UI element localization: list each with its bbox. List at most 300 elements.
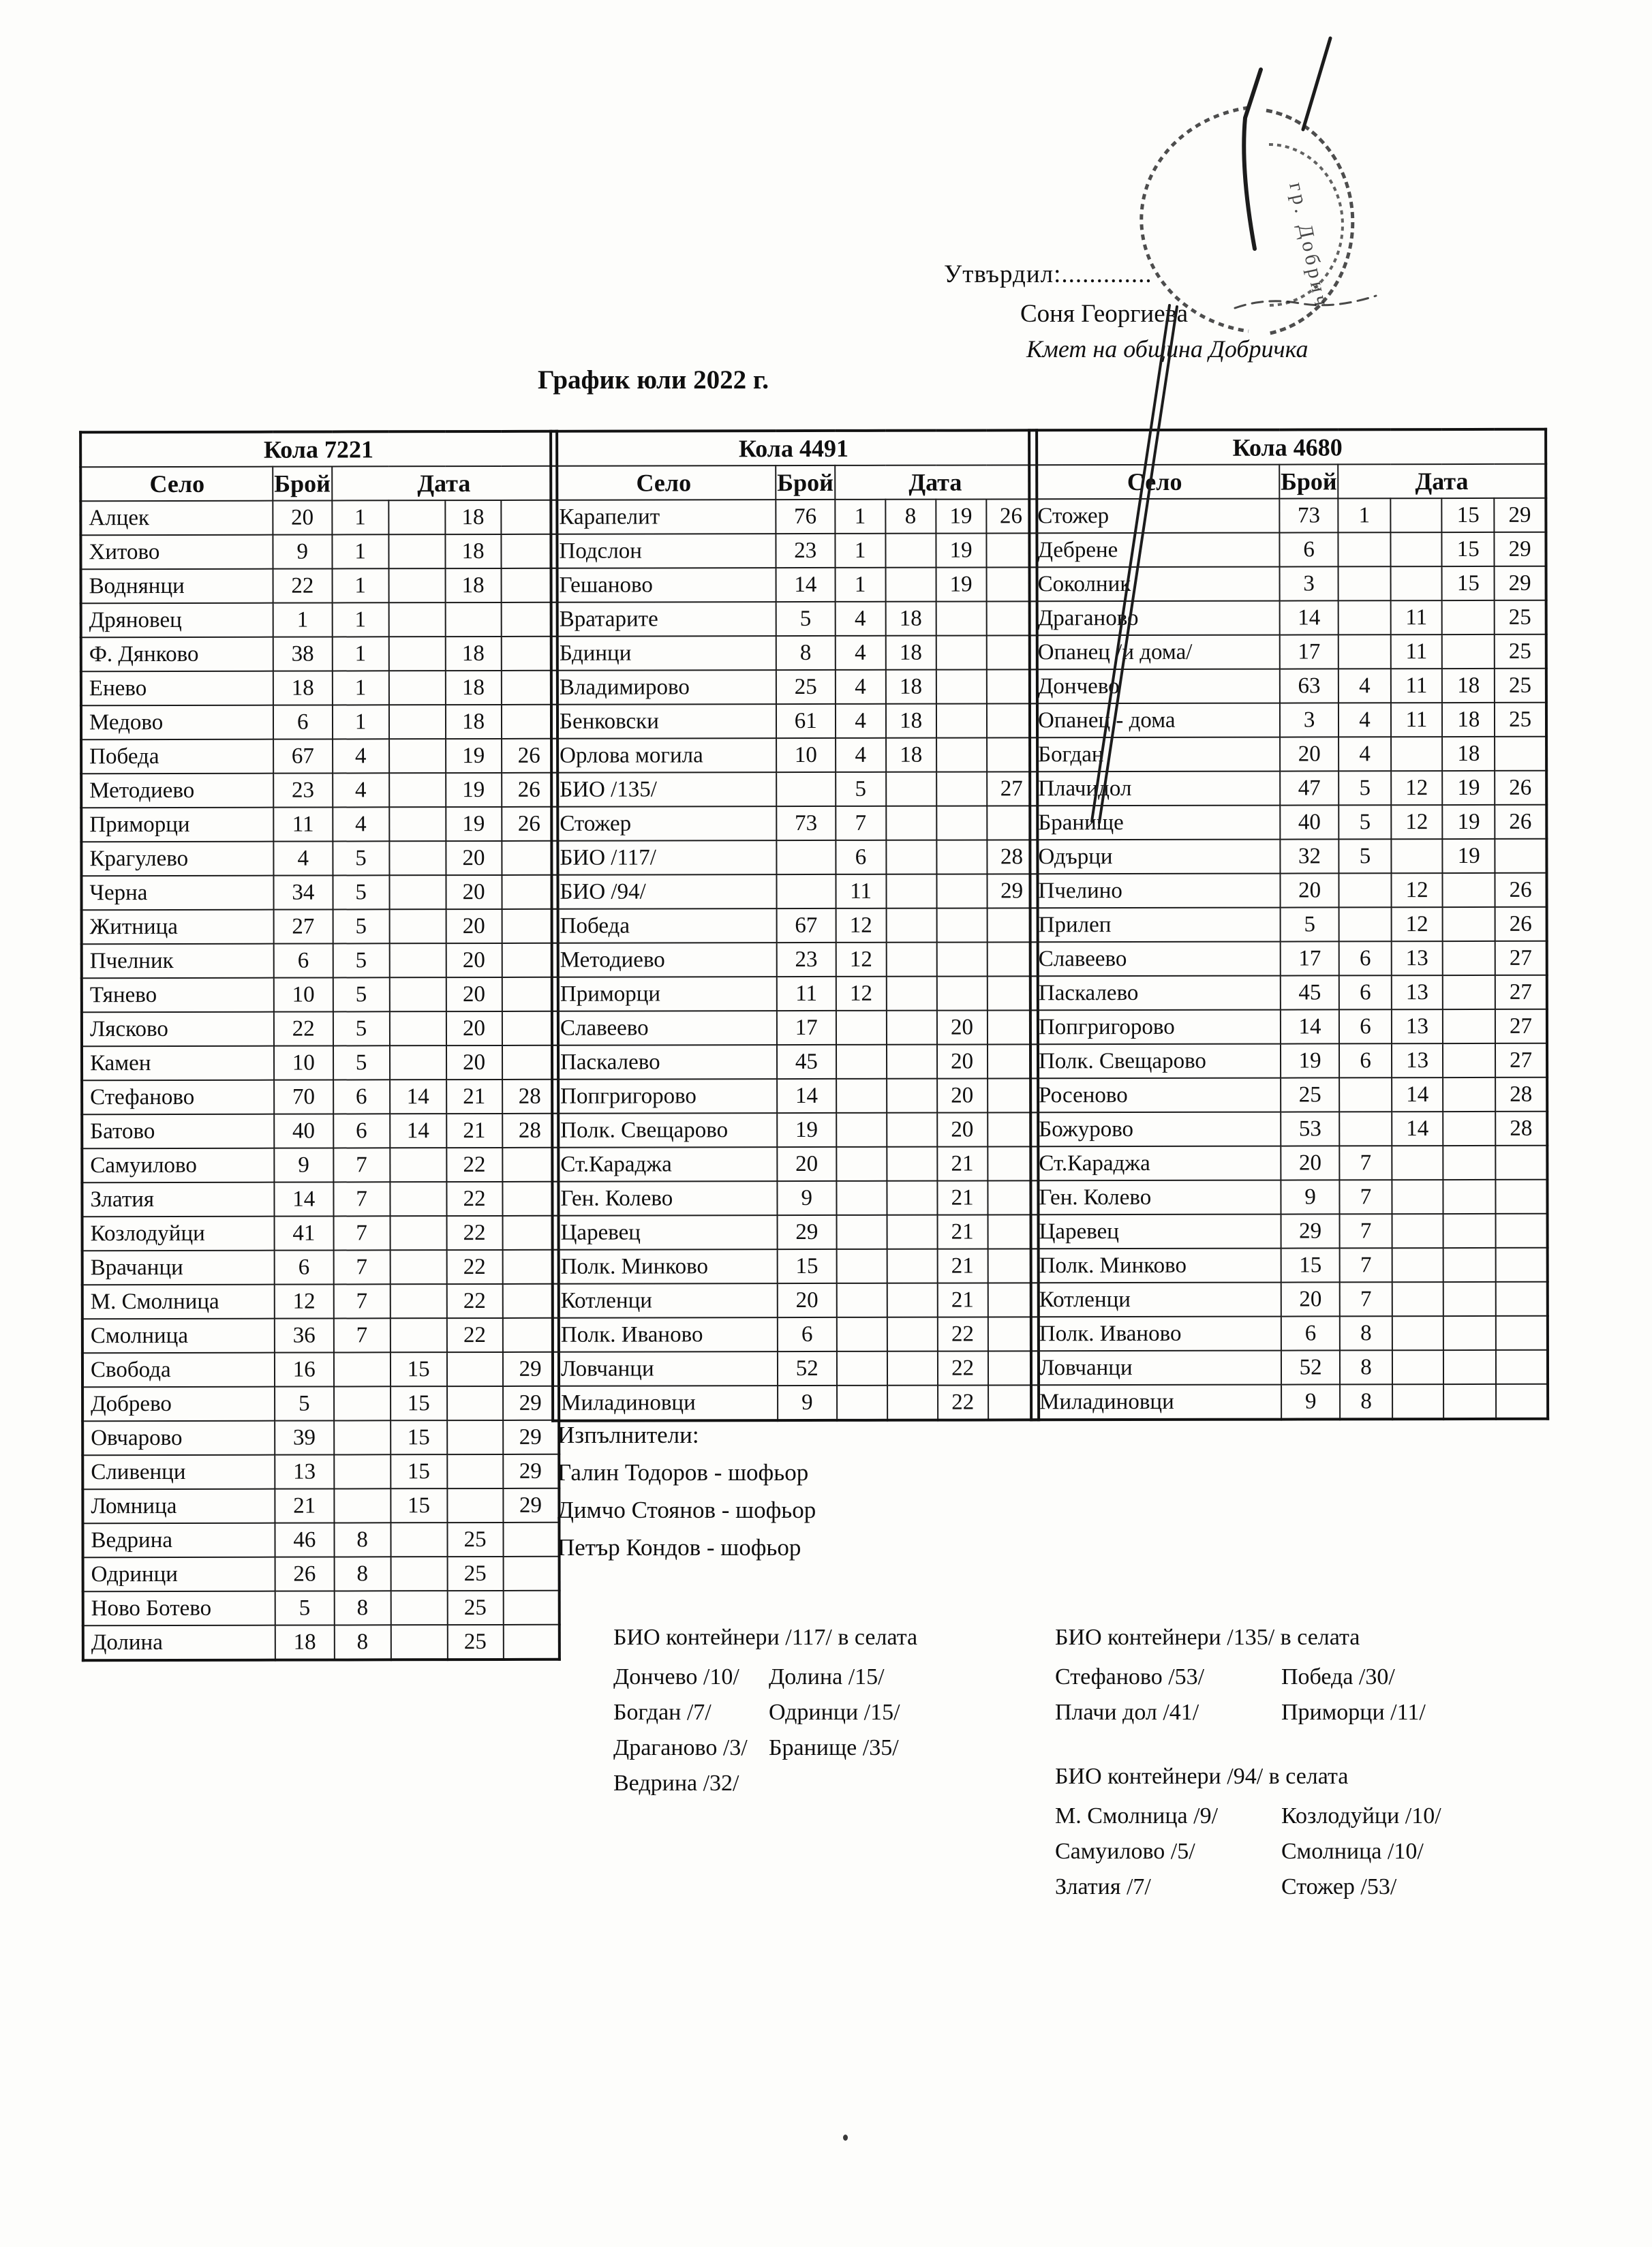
date-cell: 19 — [1443, 805, 1495, 839]
count-cell: 73 — [1279, 498, 1339, 532]
date-cell — [1443, 1146, 1496, 1180]
count-cell: 8 — [776, 636, 836, 670]
date-cell — [936, 942, 987, 976]
table-row — [1030, 907, 1547, 943]
date-cell: 20 — [937, 1078, 988, 1112]
date-cell — [1390, 532, 1442, 566]
table-row — [1031, 1214, 1548, 1249]
table-row — [82, 1488, 559, 1523]
date-cell — [887, 1215, 937, 1249]
date-cell: 4 — [835, 602, 885, 636]
date-cell — [936, 840, 987, 874]
count-cell: 13 — [275, 1454, 334, 1488]
date-cell — [334, 1352, 391, 1386]
date-cell: 20 — [446, 1011, 502, 1045]
table-row — [81, 841, 557, 876]
count-cell: 20 — [1280, 737, 1339, 771]
date-cell: 20 — [446, 841, 502, 875]
village-cell: Свобода — [82, 1353, 275, 1388]
count-cell: 5 — [776, 602, 836, 636]
village-cell: Опанец /и дома/ — [1030, 635, 1280, 670]
table-row — [551, 499, 1037, 534]
date-cell: 29 — [503, 1386, 559, 1420]
date-cell: 1 — [1339, 498, 1390, 532]
village-cell: Паскалево — [552, 1045, 777, 1080]
date-cell: 12 — [1391, 873, 1443, 907]
count-cell: 20 — [273, 500, 332, 534]
date-cell — [887, 1317, 937, 1351]
date-cell: 7 — [333, 1250, 390, 1284]
table-row — [81, 637, 557, 671]
count-cell: 46 — [275, 1523, 334, 1557]
date-cell — [389, 807, 446, 841]
table-row — [82, 1114, 558, 1148]
car-table — [549, 429, 1040, 1422]
bio-note-column — [613, 1664, 769, 1806]
date-cell — [1496, 1214, 1548, 1248]
date-cell: 26 — [502, 807, 557, 841]
date-cell: 7 — [333, 1318, 390, 1352]
count-cell: 40 — [1280, 805, 1339, 839]
date-cell — [501, 534, 557, 568]
village-cell: Стожер — [551, 806, 776, 841]
date-cell — [1496, 1316, 1548, 1350]
count-cell: 17 — [1280, 635, 1339, 669]
date-cell — [502, 1011, 557, 1045]
bio-note-item: Стефаново /53/ — [1055, 1664, 1205, 1690]
approved-label: Утвърдил:............. — [944, 260, 1152, 288]
date-cell: 7 — [836, 806, 886, 840]
date-header: Дата — [835, 465, 1037, 500]
date-cell: 21 — [446, 1080, 502, 1114]
count-cell: 6 — [274, 943, 333, 977]
date-cell: 18 — [445, 568, 501, 602]
date-cell — [502, 909, 557, 943]
bio-note-column — [1055, 1803, 1281, 1910]
date-cell — [936, 703, 987, 737]
village-cell: Самуилово — [82, 1148, 274, 1183]
village-cell: Ф. Дянково — [81, 637, 273, 672]
date-cell — [885, 534, 936, 568]
date-cell — [836, 1215, 887, 1249]
table-row — [82, 909, 558, 944]
village-header: Село — [551, 465, 776, 500]
count-cell: 53 — [1281, 1112, 1340, 1146]
date-cell: 29 — [503, 1488, 559, 1523]
table-row — [82, 977, 558, 1012]
date-cell — [1496, 1180, 1548, 1214]
village-cell: Славеево — [1030, 942, 1281, 977]
count-cell: 16 — [275, 1352, 334, 1386]
bio-note-item: Смолница /10/ — [1281, 1839, 1424, 1864]
bio-note-column — [1055, 1664, 1281, 1735]
date-cell: 25 — [1495, 669, 1546, 703]
table-row — [81, 602, 557, 637]
date-cell — [936, 669, 986, 703]
table-row — [551, 567, 1037, 602]
date-cell: 21 — [937, 1146, 988, 1180]
date-cell — [936, 806, 987, 840]
count-cell: 29 — [778, 1215, 837, 1249]
date-cell — [390, 1182, 446, 1216]
table-row — [1029, 532, 1546, 568]
date-cell — [1392, 1248, 1443, 1282]
date-cell — [1339, 532, 1390, 566]
date-cell: 12 — [836, 908, 886, 943]
count-cell: 73 — [776, 806, 836, 840]
date-cell: 5 — [1339, 771, 1391, 805]
date-cell — [1495, 1146, 1547, 1180]
date-cell — [1392, 1282, 1443, 1316]
date-cell — [502, 1250, 558, 1284]
date-cell — [1390, 498, 1442, 532]
date-cell: 22 — [446, 1148, 502, 1182]
date-cell — [1443, 1043, 1495, 1077]
table-row — [82, 1386, 559, 1421]
date-cell: 14 — [1392, 1112, 1443, 1146]
table-row — [80, 534, 557, 569]
date-cell: 18 — [445, 637, 501, 671]
table-row — [1030, 839, 1546, 874]
village-cell: Пчелино — [1030, 874, 1280, 908]
date-cell: 26 — [502, 773, 557, 807]
date-cell — [886, 772, 936, 806]
date-cell — [1339, 873, 1391, 907]
village-cell: Победа — [552, 908, 777, 943]
date-cell: 18 — [1442, 703, 1495, 737]
village-cell: Долина — [83, 1625, 275, 1661]
count-cell: 67 — [273, 739, 333, 773]
date-cell — [389, 1011, 446, 1045]
date-cell: 26 — [1495, 805, 1546, 839]
village-cell: Добрево — [82, 1387, 275, 1422]
village-cell: Орлова могила — [551, 738, 776, 773]
table-row — [552, 1112, 1038, 1147]
count-cell: 45 — [777, 1045, 836, 1079]
date-cell — [391, 1557, 447, 1591]
date-cell: 13 — [1391, 975, 1443, 1009]
count-cell: 20 — [777, 1147, 836, 1181]
count-cell: 34 — [273, 875, 333, 909]
date-cell: 20 — [446, 875, 502, 909]
date-cell: 13 — [1392, 1043, 1443, 1077]
table-row — [1031, 1350, 1548, 1386]
table-row — [82, 1284, 559, 1319]
date-cell — [388, 568, 445, 602]
date-cell — [836, 1113, 887, 1147]
village-cell: Стожер — [1029, 499, 1279, 534]
count-cell: 6 — [273, 705, 333, 739]
table-row — [82, 1216, 559, 1251]
date-cell: 19 — [446, 773, 502, 807]
executors-list — [557, 1459, 816, 1572]
village-cell: Миладиновци — [553, 1386, 778, 1421]
bio-note-heading: БИО контейнери /135/ в селата — [1055, 1625, 1360, 1650]
village-cell: Гешаново — [551, 568, 776, 602]
date-cell — [334, 1420, 391, 1454]
date-cell: 5 — [1339, 805, 1391, 839]
village-cell: Ген. Колево — [552, 1181, 777, 1216]
date-cell — [836, 1249, 887, 1283]
date-cell: 29 — [1494, 498, 1546, 532]
bio-note-item: Приморци /11/ — [1281, 1700, 1426, 1725]
count-cell: 5 — [275, 1386, 334, 1420]
date-cell: 7 — [333, 1216, 390, 1250]
date-cell — [389, 977, 446, 1011]
table-row — [553, 1214, 1039, 1249]
date-cell — [1339, 600, 1390, 635]
date-cell: 15 — [1442, 532, 1495, 566]
table-row — [553, 1283, 1039, 1317]
date-cell: 4 — [1339, 737, 1390, 771]
table-row — [553, 1385, 1039, 1420]
village-cell: Бдинци — [551, 636, 776, 671]
count-cell: 9 — [274, 1148, 333, 1182]
date-cell: 25 — [447, 1625, 503, 1660]
date-cell: 8 — [885, 500, 936, 534]
date-cell — [501, 637, 557, 671]
table-row — [82, 1080, 558, 1114]
table-row — [1030, 1009, 1547, 1045]
table-row — [1031, 1316, 1548, 1351]
date-cell: 7 — [333, 1182, 390, 1216]
date-cell: 18 — [886, 738, 936, 772]
table-row — [83, 1625, 560, 1660]
date-cell: 1 — [332, 500, 388, 534]
village-cell: Прилеп — [1030, 908, 1281, 943]
date-cell: 18 — [885, 602, 936, 636]
date-cell: 1 — [333, 705, 389, 739]
count-cell — [776, 772, 836, 806]
village-cell: Миладиновци — [1031, 1385, 1281, 1420]
car-title: Кола 4491 — [551, 430, 1037, 465]
table-row — [1031, 1248, 1548, 1283]
date-cell: 26 — [1495, 771, 1546, 805]
count-cell: 5 — [1280, 907, 1339, 941]
count-cell: 20 — [1281, 1146, 1340, 1180]
village-cell: Сливенци — [82, 1455, 275, 1490]
count-cell: 19 — [1281, 1043, 1340, 1077]
date-cell — [447, 1386, 503, 1420]
date-cell: 4 — [333, 807, 389, 841]
date-cell — [1443, 1316, 1496, 1350]
count-cell: 4 — [273, 841, 333, 875]
village-cell: Богдан — [1030, 737, 1280, 772]
date-cell — [1443, 1248, 1496, 1282]
village-cell: Карапелит — [551, 500, 776, 534]
count-cell: 10 — [274, 977, 333, 1011]
village-cell: Ново Ботево — [83, 1591, 275, 1626]
date-cell: 5 — [333, 841, 389, 875]
date-cell: 22 — [446, 1216, 502, 1250]
date-cell: 25 — [447, 1557, 503, 1591]
date-cell — [389, 943, 446, 977]
count-cell: 67 — [777, 908, 836, 943]
table-row — [1030, 1043, 1547, 1079]
date-cell — [502, 1318, 558, 1352]
date-cell: 27 — [1495, 975, 1547, 1009]
date-cell — [1443, 1180, 1496, 1214]
date-cell: 25 — [447, 1523, 503, 1557]
count-cell: 19 — [777, 1113, 836, 1147]
count-cell: 25 — [1281, 1077, 1340, 1112]
bio-note-135 — [1055, 1625, 1426, 1735]
date-cell — [389, 739, 446, 773]
count-cell: 63 — [1280, 669, 1339, 703]
count-cell: 9 — [777, 1181, 836, 1215]
count-cell: 3 — [1280, 703, 1339, 737]
village-cell: Одърци — [1030, 840, 1280, 874]
date-cell — [936, 771, 987, 806]
date-cell — [1443, 1009, 1495, 1043]
table-row — [552, 1146, 1038, 1181]
date-cell — [501, 500, 557, 534]
count-cell: 15 — [778, 1249, 837, 1283]
count-cell: 6 — [275, 1250, 334, 1284]
table-row — [551, 806, 1037, 840]
count-cell: 26 — [275, 1557, 335, 1591]
date-cell: 21 — [937, 1249, 988, 1283]
date-cell — [391, 1523, 447, 1557]
count-cell: 6 — [1279, 532, 1339, 566]
approver-title: Кмет на община Добричка — [1026, 335, 1309, 363]
date-cell: 8 — [1340, 1316, 1392, 1350]
date-cell — [1339, 635, 1390, 669]
village-cell: Приморци — [81, 808, 273, 842]
date-cell: 1 — [332, 602, 388, 637]
date-cell — [388, 637, 445, 671]
village-cell: Ген. Колево — [1030, 1180, 1281, 1215]
date-cell — [836, 1079, 887, 1113]
table-row — [552, 1010, 1038, 1045]
date-cell — [837, 1351, 887, 1386]
date-cell: 15 — [391, 1420, 447, 1454]
date-cell: 29 — [1495, 566, 1546, 600]
date-cell — [388, 500, 445, 534]
date-cell: 1 — [332, 568, 388, 602]
table-row — [1031, 1384, 1548, 1420]
date-cell: 4 — [333, 773, 389, 807]
date-cell: 5 — [1339, 839, 1391, 873]
date-cell: 5 — [836, 772, 886, 806]
date-cell — [502, 875, 557, 909]
date-cell — [388, 534, 445, 568]
date-cell: 14 — [390, 1114, 446, 1148]
date-cell — [1390, 566, 1442, 600]
count-cell: 21 — [275, 1488, 334, 1523]
table-row — [551, 737, 1037, 772]
table-row — [1030, 1112, 1547, 1147]
date-cell — [502, 841, 557, 875]
bio-note-item: Долина /15/ — [769, 1664, 885, 1690]
village-cell: Драганово — [1030, 601, 1280, 636]
date-cell: 4 — [1339, 669, 1390, 703]
bio-note-94 — [1055, 1764, 1441, 1910]
date-cell: 7 — [333, 1148, 390, 1182]
date-cell: 20 — [936, 1010, 987, 1044]
village-cell: Дряновец — [81, 603, 273, 638]
bio-note-item: М. Смолница /9/ — [1055, 1803, 1219, 1829]
table-row — [551, 874, 1037, 908]
date-cell — [1496, 1282, 1548, 1316]
date-cell — [389, 773, 446, 807]
village-cell: Царевец — [1031, 1214, 1281, 1249]
date-cell: 6 — [1339, 1043, 1391, 1077]
table-row — [1030, 703, 1546, 738]
executor-item: Галин Тодоров - шофьор — [557, 1459, 809, 1486]
village-header: Село — [1029, 465, 1279, 500]
date-cell — [390, 1284, 446, 1318]
date-cell — [886, 874, 936, 908]
date-cell — [1443, 1112, 1496, 1146]
bio-note-heading: БИО контейнери /94/ в селата — [1055, 1764, 1349, 1789]
table-row — [1030, 975, 1547, 1011]
date-cell — [887, 1079, 937, 1113]
count-header: Брой — [1279, 464, 1339, 498]
table-row — [82, 1318, 559, 1353]
village-cell: Плачидол — [1030, 771, 1280, 806]
date-cell — [1392, 1214, 1443, 1248]
scan-speck — [843, 2135, 848, 2141]
table-row — [1030, 1146, 1547, 1181]
date-cell — [936, 635, 986, 669]
bio-note-item: Бранище /35/ — [769, 1735, 899, 1760]
date-cell — [445, 602, 501, 637]
date-cell — [502, 1216, 558, 1250]
village-cell: Пчелник — [82, 944, 274, 979]
village-cell: Росеново — [1030, 1078, 1281, 1113]
bio-note-item: Ведрина /32/ — [613, 1771, 739, 1796]
date-cell — [503, 1523, 559, 1557]
village-cell: Котленци — [1031, 1283, 1281, 1317]
count-cell: 17 — [1280, 941, 1339, 975]
date-cell — [837, 1386, 887, 1420]
date-cell: 25 — [1495, 703, 1546, 737]
village-cell: Енево — [81, 671, 273, 706]
count-cell: 10 — [274, 1045, 333, 1080]
date-cell: 18 — [886, 704, 936, 738]
count-cell: 20 — [778, 1283, 837, 1317]
table-row — [551, 771, 1037, 806]
date-cell — [936, 908, 987, 942]
date-cell — [388, 602, 445, 637]
date-cell — [1495, 737, 1546, 771]
date-cell: 8 — [334, 1625, 391, 1660]
date-cell — [887, 1249, 937, 1283]
bio-note-item: Плачи дол /41/ — [1055, 1700, 1199, 1725]
table-row — [82, 1420, 559, 1455]
bio-note-item: Златия /7/ — [1055, 1874, 1151, 1899]
table-row — [82, 1352, 559, 1387]
village-cell: Соколник — [1030, 567, 1280, 602]
count-cell: 22 — [273, 568, 333, 602]
date-cell — [886, 840, 936, 874]
date-cell: 1 — [835, 500, 885, 534]
count-cell: 6 — [778, 1317, 837, 1351]
village-cell: Златия — [82, 1182, 274, 1217]
table-row — [1030, 1180, 1547, 1215]
bio-note-item: Стожер /53/ — [1281, 1874, 1397, 1899]
bio-note-heading: БИО контейнери /117/ в селата — [613, 1625, 918, 1650]
table-row — [82, 1182, 558, 1217]
date-cell — [1443, 873, 1495, 907]
date-cell — [391, 1591, 447, 1625]
date-cell: 19 — [936, 499, 986, 533]
date-cell: 1 — [332, 671, 388, 705]
count-cell: 23 — [777, 943, 836, 977]
car-table — [79, 430, 560, 1662]
table-row — [82, 943, 558, 978]
